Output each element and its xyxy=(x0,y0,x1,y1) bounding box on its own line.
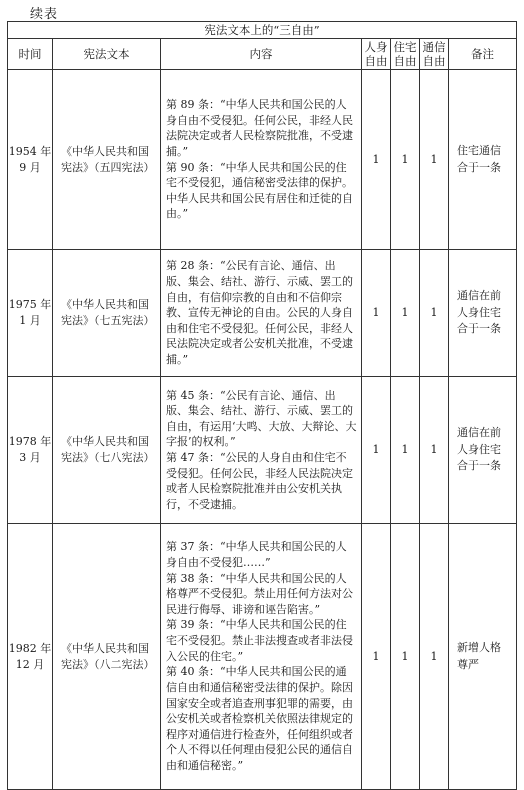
table-caption: 宪法文本上的“三自由” xyxy=(8,22,517,39)
row-communication-freedom: 1 xyxy=(420,250,449,377)
row-content xyxy=(161,377,362,524)
header-row xyxy=(8,39,517,70)
row-personal-freedom: 1 xyxy=(362,377,391,524)
article-text: 第 39 条：“中华人民共和国公民的住宅不受侵犯。禁止非法搜查或者非法侵入公民的住宅。” xyxy=(166,618,353,663)
header-text: 宪法文本 xyxy=(53,39,161,70)
row-constitution-text: 《中华人民共和国宪法》（七五宪法） xyxy=(53,250,161,377)
row-remarks: 通信在前人身住宅合于一条 xyxy=(449,250,517,377)
row-remarks: 新增人格尊严 xyxy=(449,524,517,790)
row-residence-freedom: 1 xyxy=(391,250,420,377)
article-text: 第 38 条：“中华人民共和国公民的人格尊严不受侵犯。禁止用任何方法对公民进行侮辱、诽谤和诬告陷害。” xyxy=(166,571,353,616)
row-residence-freedom: 1 xyxy=(391,70,420,250)
row-personal-freedom: 1 xyxy=(362,524,391,790)
row-communication-freedom: 1 xyxy=(420,377,449,524)
freedom-table xyxy=(7,21,517,790)
row-time: 1978 年 3 月 xyxy=(8,377,53,524)
article-text: 第 40 条：“中华人民共和国公民的通信自由和通信秘密受法律的保护。除因国家安全或者追查刑事犯罪的需要，由公安机关或者检察机关依照法律规定的程序对通信进行检查外，任何组织或者个人不得以任何理由侵犯公民的通信自由和通信秘密。” xyxy=(166,665,353,772)
row-content xyxy=(161,250,362,377)
header-time: 时间 xyxy=(8,39,53,70)
row-residence-freedom: 1 xyxy=(391,377,420,524)
row-time: 1954 年 9 月 xyxy=(8,70,53,250)
table-row xyxy=(8,70,517,250)
article-text: 第 45 条：“公民有言论、通信、出版、集会、结社、游行、示威、罢工的自由，有运用‘大鸣、大放、大辩论、大字报’的权利。” xyxy=(166,388,357,449)
article-text: 第 90 条：“中华人民共和国公民的住宅不受侵犯，通信秘密受法律的保护。中华人民共和国公民有居住和迁徙的自由。” xyxy=(166,160,353,221)
article-text: 第 37 条：“中华人民共和国公民的人身自由不受侵犯……” xyxy=(166,540,347,570)
table-row xyxy=(8,377,517,524)
article-text: 第 28 条：“公民有言论、通信、出版、集会、结社、游行、示威、罢工的自由，有信仰宗教的自由和不信仰宗教、宣传无神论的自由。公民的人身自由和住宅不受侵犯。任何公民，非经人民法院决定或者公安机关批准，不受逮捕。” xyxy=(166,259,353,367)
row-communication-freedom: 1 xyxy=(420,70,449,250)
header-content: 内容 xyxy=(161,39,362,70)
header-remarks: 备注 xyxy=(449,39,517,70)
row-content xyxy=(161,524,362,790)
row-time: 1982 年 12 月 xyxy=(8,524,53,790)
header-residence-freedom: 住宅 自由 xyxy=(391,39,420,70)
header-communication-freedom: 通信 自由 xyxy=(420,39,449,70)
row-communication-freedom: 1 xyxy=(420,524,449,790)
row-personal-freedom: 1 xyxy=(362,70,391,250)
row-time: 1975 年 1 月 xyxy=(8,250,53,377)
row-constitution-text: 《中华人民共和国宪法》（八二宪法） xyxy=(53,524,161,790)
table-row xyxy=(8,524,517,790)
article-text: 第 47 条：“公民的人身自由和住宅不受侵犯。任何公民，非经人民法院决定或者人民检察院批准并由公安机关执行，不受逮捕。 xyxy=(166,451,353,511)
continued-label: 续表 xyxy=(30,7,59,22)
article-text: 第 89 条：“中华人民共和国公民的人身自由不受侵犯。任何公民，非经人民法院决定或者人民检察院批准，不受逮捕。” xyxy=(166,98,353,158)
row-remarks: 通信在前人身住宅合于一条 xyxy=(449,377,517,524)
header-personal-freedom: 人身 自由 xyxy=(362,39,391,70)
row-constitution-text: 《中华人民共和国宪法》（五四宪法） xyxy=(53,70,161,250)
row-constitution-text: 《中华人民共和国宪法》（七八宪法） xyxy=(53,377,161,524)
row-content xyxy=(161,70,362,250)
table-row xyxy=(8,250,517,377)
row-personal-freedom: 1 xyxy=(362,250,391,377)
row-remarks: 住宅通信合于一条 xyxy=(449,70,517,250)
row-residence-freedom: 1 xyxy=(391,524,420,790)
